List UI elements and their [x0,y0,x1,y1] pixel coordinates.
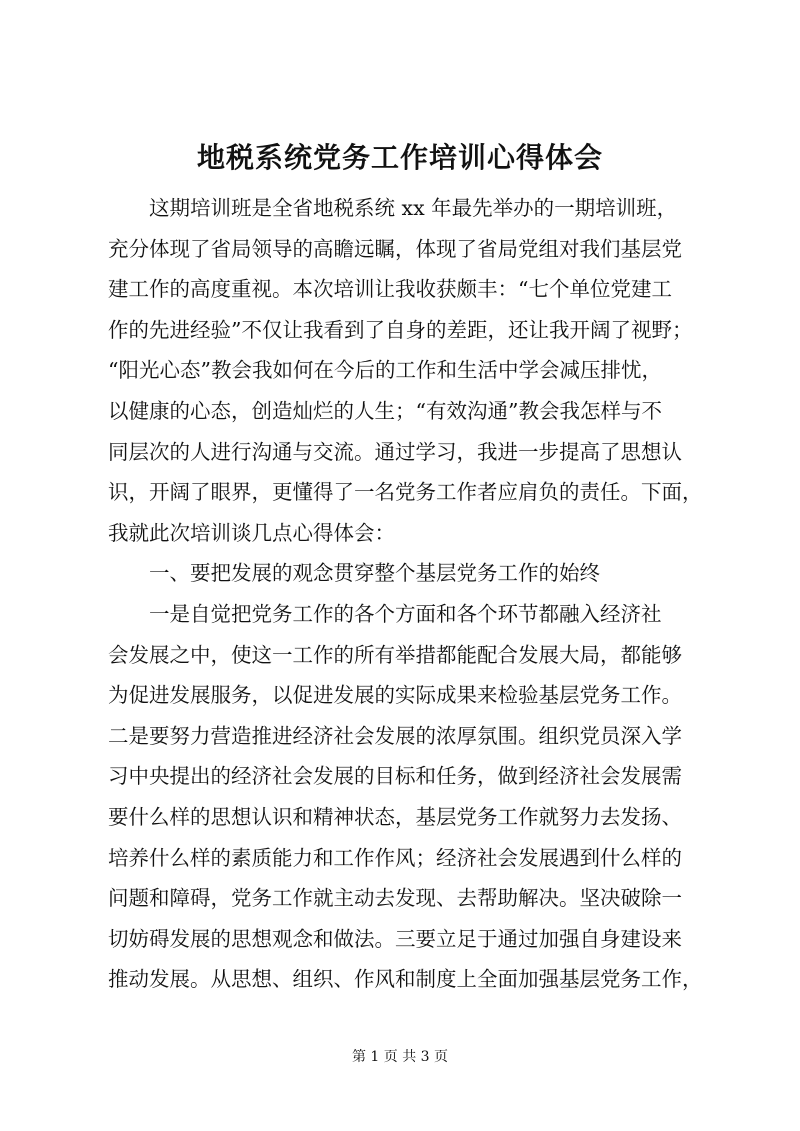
page-number-footer: 第 1 页 共 3 页 [351,1049,449,1065]
body-line: 我就此次培训谈几点心得体会： [108,520,395,545]
body-line: 二是要努力营造推进经济社会发展的浓厚氛围。组织党员深入学 [108,723,682,748]
body-line: “阳光心态”教会我如何在今后的工作和生活中学会减压排忧， [108,358,662,383]
body-line: 推动发展。从思想、组织、作风和制度上全面加强基层党务工作， [108,967,703,992]
body-line: 建工作的高度重视。本次培训让我收获颇丰：“七个单位党建工 [108,277,672,302]
body-line: 切妨碍发展的思想观念和做法。三要立足于通过加强自身建设来 [108,926,682,951]
body-line: 作的先进经验”不仅让我看到了自身的差距，还让我开阔了视野； [108,317,693,342]
body-line: 为促进发展服务，以促进发展的实际成果来检验基层党务工作。 [108,683,682,708]
document-body [108,188,708,1000]
body-line: 充分体现了省局领导的高瞻远瞩，体现了省局党组对我们基层党 [108,236,682,261]
body-line: 问题和障碍，党务工作就主动去发现、去帮助解决。坚决破除一 [108,886,682,911]
body-line: 识，开阔了眼界，更懂得了一名党务工作者应肩负的责任。下面， [108,480,703,505]
body-line: 习中央提出的经济社会发展的目标和任务，做到经济社会发展需 [108,764,682,789]
section-heading: 一、要把发展的观念贯穿整个基层党务工作的始终 [108,561,600,586]
body-line: 会发展之中，使这一工作的所有举措都能配合发展大局，都能够 [108,642,682,667]
body-line: 一是自觉把党务工作的各个方面和各个环节都融入经济社 [108,601,662,626]
document-title: 地税系统党务工作培训心得体会 [196,141,603,174]
body-line: 这期培训班是全省地税系统 xx 年最先举办的一期培训班， [108,196,678,220]
body-line: 要什么样的思想认识和精神状态，基层党务工作就努力去发扬、 [108,804,682,829]
body-line: 培养什么样的素质能力和工作作风；经济社会发展遇到什么样的 [108,845,682,870]
body-line: 同层次的人进行沟通与交流。通过学习，我进一步提高了思想认 [108,439,682,464]
body-line: 以健康的心态，创造灿烂的人生；“有效沟通”教会我怎样与不 [108,398,662,423]
